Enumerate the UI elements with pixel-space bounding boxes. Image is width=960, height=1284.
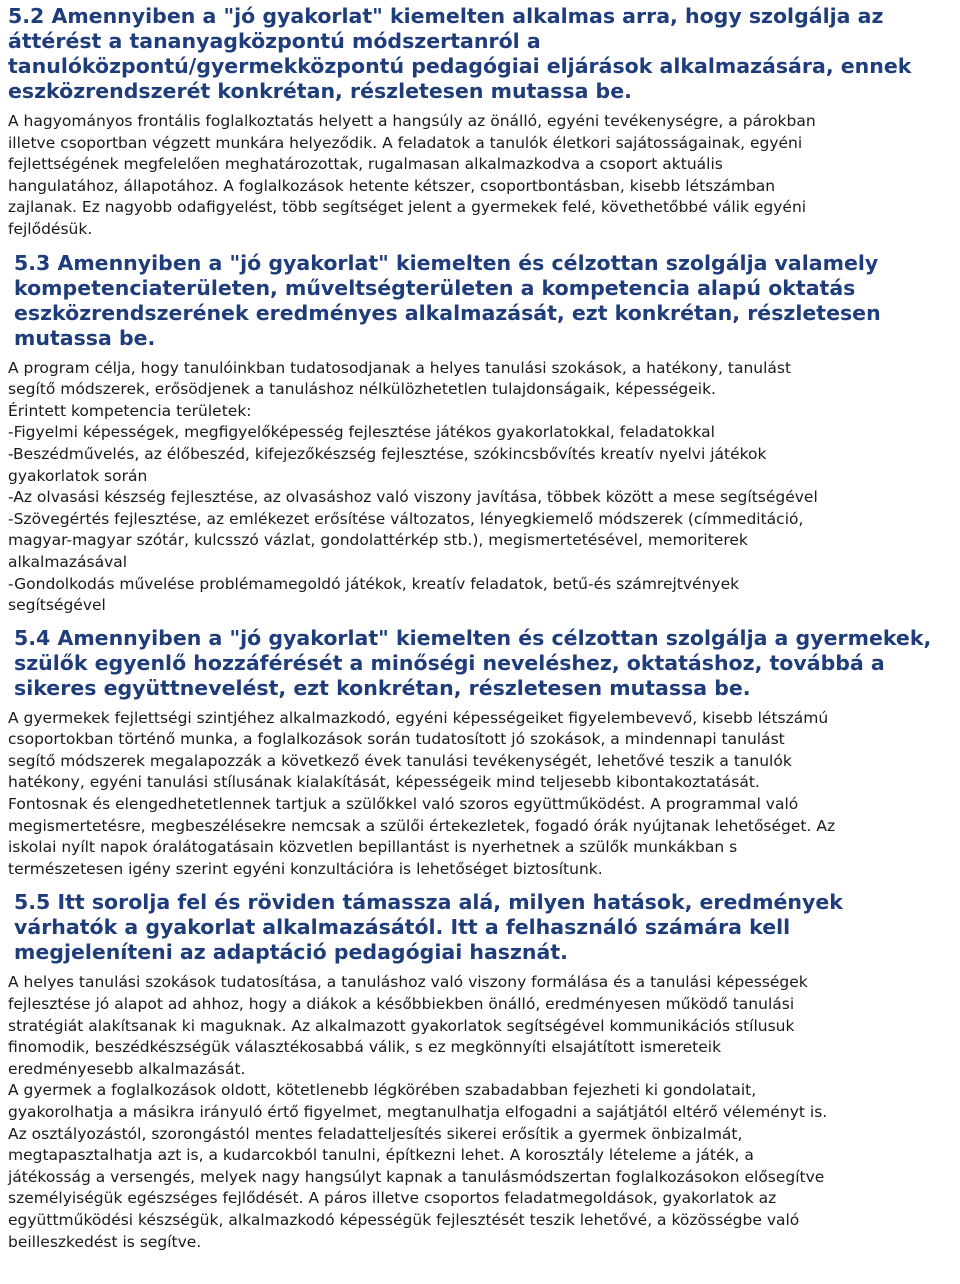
section-5-2 <box>8 4 952 241</box>
section-body: A program célja, hogy tanulóinkban tudatosodjanak a helyes tanulási szokások, a hatékony, tanulást segítő módszerek, erősödjenek a tanuláshoz nélkülözhetetlen tulajdonságaik, képességeik. Érintett kompetencia területek: -Figyelmi képességek, megfigyelőképesség fejlesztése játékos gyakorlatokkal, feladatokkal -Beszédművelés, az élőbeszéd, kifejezőkészség fejlesztése, szókincsbővítés kreatív nyelvi játékok gyakorlatok során -Az olvasási készség fejlesztése, az olvasáshoz való viszony javítása, többek között a mese segítségével -Szövegértés fejlesztése, az emlékezet erősítése változatos, lényegkiemelő módszerek (címmeditáció, magyar-magyar szótár, kulcsszó vázlat, gondolattérkép stb.), megismertetésével, memoriterek alkalmazásával -Gondolkodás művelése problémamegoldó játékok, kreatív feladatok, betű-és számrejtvények segítségével <box>8 358 818 615</box>
section-body: A helyes tanulási szokások tudatosítása, a tanuláshoz való viszony formálása és a tanulási képességek fejlesztése jó alapot ad ahhoz, hogy a diákok a későbbiekben önálló, eredményesen működő tanulási stratégiát alakítsanak ki maguknak. Az alkalmazott gyakorlatok segítségével kommunikációs stílusuk finomodik, beszédkészségük választékosabbá válik, s ez megkönnyíti elsajátított ismereteik eredményesebb alkalmazását. A gyermek a foglalkozások oldott, kötetlenebb légkörében szabadabban fejezheti ki gondolatait, gyakorolhatja a másikra irányuló értő figyelmet, megtanulhatja elfogadni a sajátjától eltérő véleményt is. Az osztályozástól, szorongástól mentes feladatteljesítés sikerei erősítik a gyermek önbizalmát, megtapasztalhatja azt is, a kudarcokból tanulni, építkezni lehet. A korosztály lételeme a játék, a játékosság a versengés, melyek nagy hangsúlyt kapnak a tanulásmódszertan foglalkozásokon elősegítve személyiségük egészséges fejlődését. A páros illetve csoportos feladatmegoldások, gyakorlatok az együttműködési készségük, alkalmazkodó képességük fejlesztését teszik lehetővé, a közösségbe való beilleszkedést is segítve. <box>8 973 828 1251</box>
section-body: A gyermekek fejlettségi szintjéhez alkalmazkodó, egyéni képességeiket figyelembevevő, kisebb létszámú csoportokban történő munka, a foglalkozások során tudatosított jó szokások, a mindennapi tanulást segítő módszerek megalapozzák a következő évek tanulási tevékenységét, lehetővé teszik a tanulók hatékony, egyéni tanulási stílusának kialakítását, képességeik mind teljesebb kibontakoztatását. Fontosnak és elengedhetetlennek tartjuk a szülőkkel való szoros együttműködést. A programmal való megismertetésre, megbeszélésekre nemcsak a szülői értekezletek, fogadó órák nyújtanak lehetőséget. Az iskolai nyílt napok óralátogatásain közvetlen bepillantást is nyerhetnek a szülők munkákban s természetesen igény szerint egyéni konzultációra is lehetőséget biztosítunk. <box>8 708 836 878</box>
section-heading: 5.2 Amennyiben a "jó gyakorlat" kiemelten alkalmas arra, hogy szolgálja az áttérést a tananyagközpontú módszertanról a tanulóközpontú/gyermekközpontú pedagógiai eljárások alkalmazására, ennek eszközrendszerét konkrétan, részletesen mutassa be. <box>8 4 912 103</box>
section-heading: 5.4 Amennyiben a "jó gyakorlat" kiemelten és célzottan szolgálja a gyermekek, szülők egyenlő hozzáférését a minőségi neveléshez, oktatáshoz, továbbá a sikeres együttnevelést, ezt konkrétan, részletesen mutassa be. <box>14 625 932 700</box>
section-5-3 <box>8 251 952 617</box>
section-heading: 5.5 Itt sorolja fel és röviden támassza alá, milyen hatások, eredmények várhatók a gyakorlat alkalmazásától. Itt a felhasználó számára kell megjeleníteni az adaptáció pedagógiai hasznát. <box>14 890 843 965</box>
section-body: A hagyományos frontális foglalkoztatás helyett a hangsúly az önálló, egyéni tevékenységre, a párokban illetve csoportban végzett munkára helyeződik. A feladatok a tanulók életkori sajátosságainak, egyéni fejlettségének megfelelően meghatározottak, rugalmasan alkalmazkodva a csoport aktuális hangulatához, állapotához. A foglalkozások hetente kétszer, csoportbontásban, kisebb létszámban zajlanak. Ez nagyobb odafigyelést, több segítséget jelent a gyermekek felé, követhetőbbé válik egyéni fejlődésük. <box>8 112 816 238</box>
section-5-5 <box>8 890 952 1253</box>
section-5-4 <box>8 626 952 881</box>
section-heading: 5.3 Amennyiben a "jó gyakorlat" kiemelten és célzottan szolgálja valamely kompetenciaterületen, műveltségterületen a kompetencia alapú oktatás eszközrendszerének eredményes alkalmazását, ezt konkrétan, részletesen mutassa be. <box>14 250 881 350</box>
